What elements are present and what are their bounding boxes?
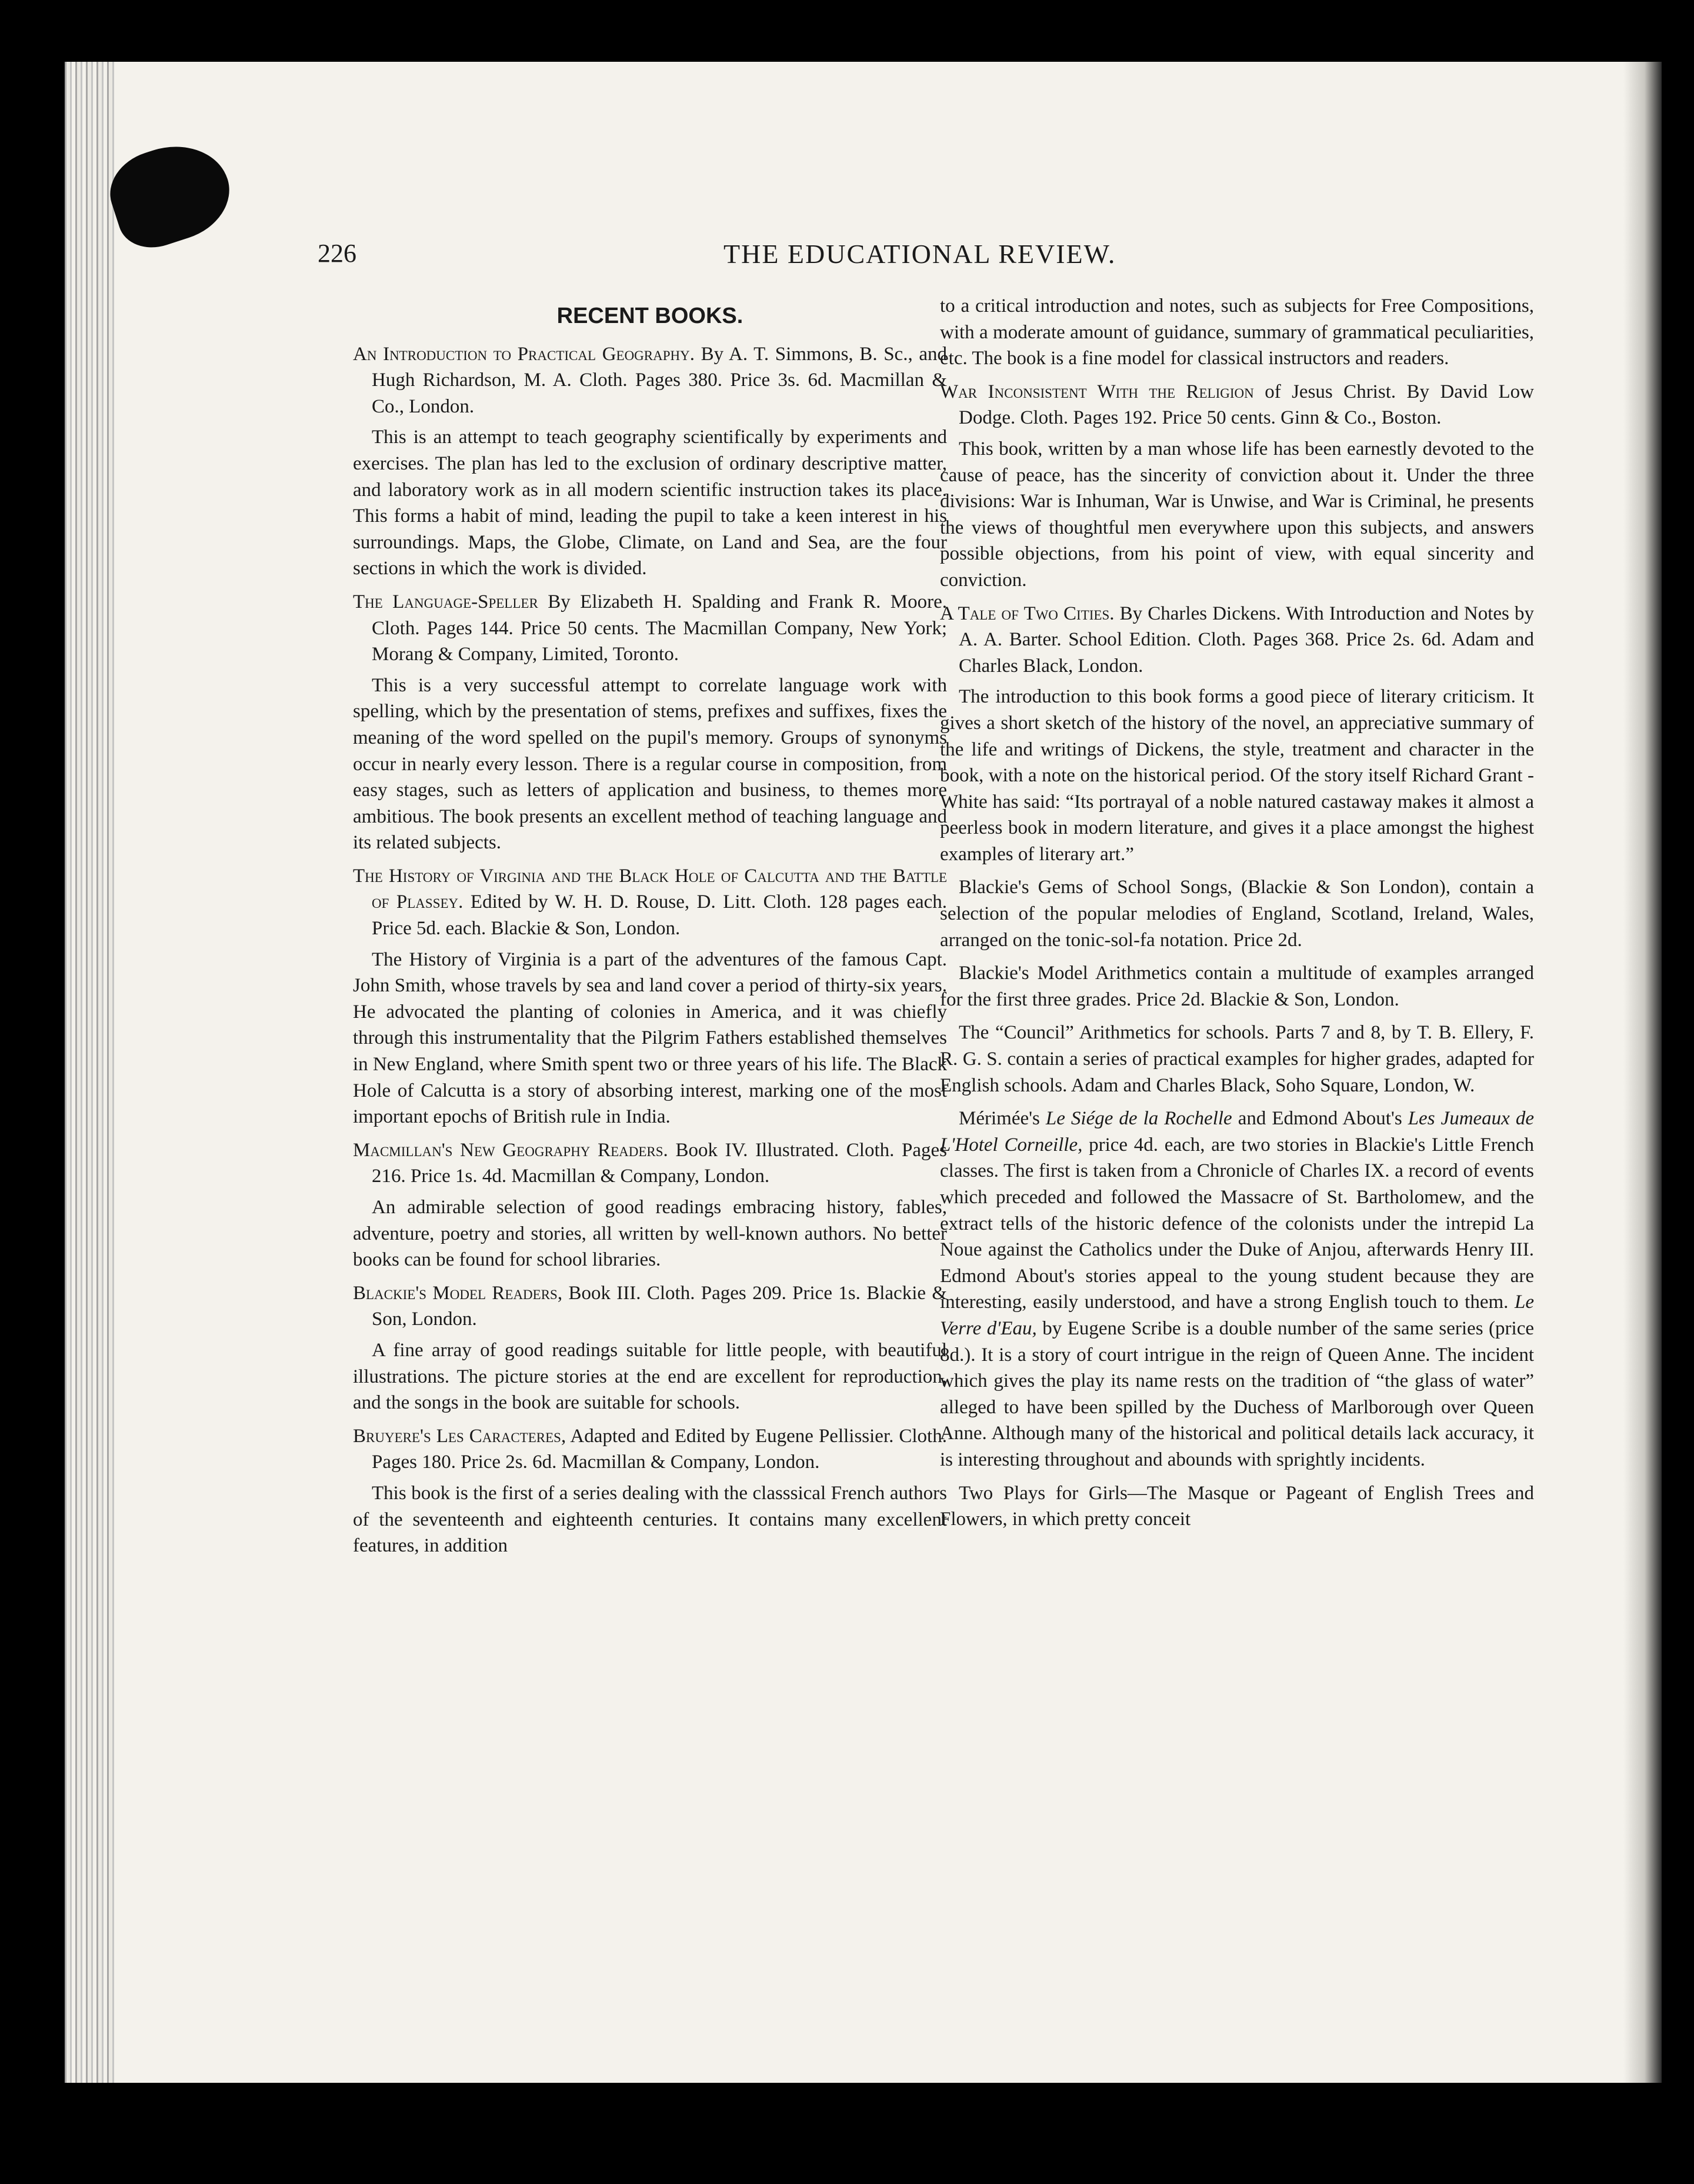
book-details: Book III. Cloth. Pages 209. Price 1s. Blackie & Son, London. <box>372 1282 948 1330</box>
book-title: The History of Virginia and the Black Hole of Calcutta and the Battle of Plassey. <box>353 865 947 913</box>
book-citation <box>353 1423 947 1476</box>
book-entry <box>353 863 947 1130</box>
book-title: Macmillan's New Geography Readers. <box>353 1139 668 1161</box>
scan-border-left <box>0 0 65 2184</box>
book-review: The introduction to this book forms a good piece of literary criticism. It gives a short sketch of the history of the novel, an appreciative summary of the life and writings of Dickens, the style, treatment and character in the book, with a note on the historical period. Of the story itself Richard Grant - White has said: “Its portrayal of a noble natured castaway makes it almost a peerless book in modern literature, and gives it a place amongst the highest examples of literary art.” <box>940 686 1534 865</box>
book-details: By A. T. Simmons, B. Sc., and Hugh Richardson, M. A. Cloth. Pages 380. Price 3s. 6d. Macmillan & Co., London. <box>372 343 947 417</box>
book-citation <box>940 379 1534 431</box>
text-run: Mérimée's <box>959 1108 1046 1130</box>
book-review: This book, written by a man whose life has been earnestly devoted to the cause of peace, has the sincerity of conviction about it. Under the three divisions: War is Inhuman, War is Unwise, and War is Criminal, he presents the views of thoughtful men everywhere upon this subjects, and answers possible objections, from his point of view, with equal sincerity and conviction. <box>940 438 1534 591</box>
book-details: By Elizabeth H. Spalding and Frank R. Moore. Cloth. Pages 144. Price 50 cents. The Macmillan Company, New York; Morang & Company, Limited, Toronto. <box>372 591 947 665</box>
italic-title: Les Jumeaux de L'Hotel Corneille, <box>940 1108 1534 1156</box>
text-run: and Edmond About's <box>1232 1108 1408 1130</box>
text-run: price 4d. each, are two stories in Blackie's Little French classes. The first is taken from a Chronicle of Charles IX. a record of events which preceded and followed the Massacre of St. Bartholomew, and the extract tells of the historic defence of the colonists under the intrepid La Noue against the Catholics under the Duke of Anjou, afterwards Henry III. Edmond About's stories appeal to the young student because they are interesting, easily understood, and have a strong English touch to them. <box>940 1134 1534 1313</box>
italic-title: Le Verre d'Eau, <box>940 1291 1534 1339</box>
book-details: Book IV. Illustrated. Cloth. Pages 216. Price 1s. 4d. Macmillan & Company, London. <box>372 1139 947 1187</box>
binding-edge <box>65 62 118 2086</box>
book-title: An Introduction to Practical Geography. <box>353 343 695 365</box>
book-review: This is a very successful attempt to correlate language work with spelling, which by the presentation of stems, prefixes and suffixes, fixes the meaning of the word spelled on the pupil's memory. Groups of synonyms occur in nearly every lesson. There is a regular course in composition, from easy stages, such as letters of application and business, to themes more ambitious. The book presents an excellent method of teaching language and its related subjects. <box>353 674 947 854</box>
book-citation <box>353 341 947 420</box>
book-review: A fine array of good readings suitable for little people, with beautiful illustrations. The picture stories at the end are excellent for reproduction, and the songs in the book are suitable for schools. <box>353 1339 947 1414</box>
book-citation <box>353 1280 947 1333</box>
book-entry <box>353 341 947 582</box>
running-header <box>318 238 1541 279</box>
book-title: The Language-Speller <box>353 591 538 612</box>
book-citation <box>940 601 1534 680</box>
book-title: War Inconsistent With the Religion <box>940 381 1254 402</box>
book-title: A Tale of Two Cities. <box>940 602 1115 624</box>
book-title: Blackie's Model Readers, <box>353 1282 563 1304</box>
book-details: Adapted and Edited by Eugene Pellissier. Cloth. Pages 180. Price 2s. 6d. Macmillan & Company, London. <box>372 1425 947 1473</box>
book-details: of Jesus Christ. By David Low Dodge. Cloth. Pages 192. Price 50 cents. Ginn & Co., Boston. <box>959 381 1535 429</box>
book-entry <box>353 1280 947 1416</box>
book-details: By Charles Dickens. With Introduction and Notes by A. A. Barter. School Edition. Cloth. Pages 368. Price 2s. 6d. Adam and Charles Black, London. <box>959 602 1535 677</box>
book-review: An admirable selection of good readings embracing history, fables, adventure, poetry and stories, all written by well-known authors. No better books can be found for school libraries. <box>353 1197 947 1271</box>
book-entry <box>940 601 1534 868</box>
right-column <box>940 293 1534 1540</box>
notice-paragraph-merimee <box>940 1106 1534 1473</box>
text-run: by Eugene Scribe is a double number of the same series (price 8d.). It is a story of court intrigue in the reign of Queen Anne. The incident which gives the play its name rests on the tradition of “the glass of water” alleged to have been spilled by the Duchess of Marlborough over Queen Anne. Although many of the historical and political details lack accuracy, it is interesting throughout and abounds with sprightly incidents. <box>940 1317 1534 1470</box>
book-entry <box>353 1137 947 1273</box>
book-entry <box>353 1423 947 1559</box>
scan-border-right <box>1662 0 1694 2184</box>
italic-title: Le Siége de la Rochelle <box>1045 1108 1232 1130</box>
book-entry <box>353 589 947 856</box>
section-heading: RECENT BOOKS. <box>556 304 743 328</box>
review-continuation: to a critical introduction and notes, such as subjects for Free Compositions, with a moderate amount of guidance, summary of grammatical peculiarities, etc. The book is a fine model for classical instructors and readers. <box>940 295 1534 369</box>
book-citation <box>353 863 947 942</box>
notice-paragraph: Two Plays for Girls—The Masque or Pageant of English Trees and Flowers, in which pretty conceit <box>940 1482 1534 1530</box>
notice-paragraph: Blackie's Model Arithmetics contain a multitude of examples arranged for the first three grades. Price 2d. Blackie & Son, London. <box>940 963 1534 1010</box>
book-title: Bruyere's Les Caracteres, <box>353 1425 566 1447</box>
book-review: This is an attempt to teach geography scientifically by experiments and exercises. The plan has led to the exclusion of ordinary descriptive matter, and laboratory work as in all modern scientific instruction takes its place. This forms a habit of mind, leading the pupil to take a keen interest in his surroundings. Maps, the Globe, Climate, on Land and Sea, are the four sections in which the work is divided. <box>353 427 947 580</box>
book-citation <box>353 1137 947 1190</box>
notice-paragraph: Blackie's Gems of School Songs, (Blackie & Son London), contain a selection of the popular melodies of England, Scotland, Ireland, Wales, arranged on the tonic-sol-fa notation. Price 2d. <box>940 877 1534 951</box>
scan-border-top <box>0 0 1694 65</box>
notice-paragraph: The “Council” Arithmetics for schools. Parts 7 and 8, by T. B. Ellery, F. R. G. S. contain a series of practical examples for higher grades, adapted for English schools. Adam and Charles Black, Soho Square, London, W. <box>940 1022 1534 1096</box>
journal-title: THE EDUCATIONAL REVIEW. <box>723 239 1116 269</box>
scan-border-bottom <box>0 2083 1694 2184</box>
book-citation <box>353 589 947 668</box>
page-number: 226 <box>318 239 356 268</box>
book-review: The History of Virginia is a part of the adventures of the famous Capt. John Smith, whose travels by sea and land cover a period of thirty-six years. He advocated the planting of colonies in America, and it was chiefly through this instrumentality that the Pilgrim Fathers established themselves in New England, where Smith spent two or three years of his life. The Black Hole of Calcutta is a story of absorbing interest, marking one of the most important epochs of British rule in India. <box>353 948 947 1128</box>
book-details: Edited by W. H. D. Rouse, D. Litt. Cloth. 128 pages each. Price 5d. each. Blackie & Son, London. <box>372 891 948 940</box>
book-review: This book is the first of a series dealing with the classsical French authors of the seventeenth and eighteenth centuries. It contains many excellent features, in addition <box>353 1482 947 1557</box>
book-entry <box>940 379 1534 594</box>
left-column <box>353 303 947 1566</box>
page-edge-shadow <box>1623 62 1662 2086</box>
